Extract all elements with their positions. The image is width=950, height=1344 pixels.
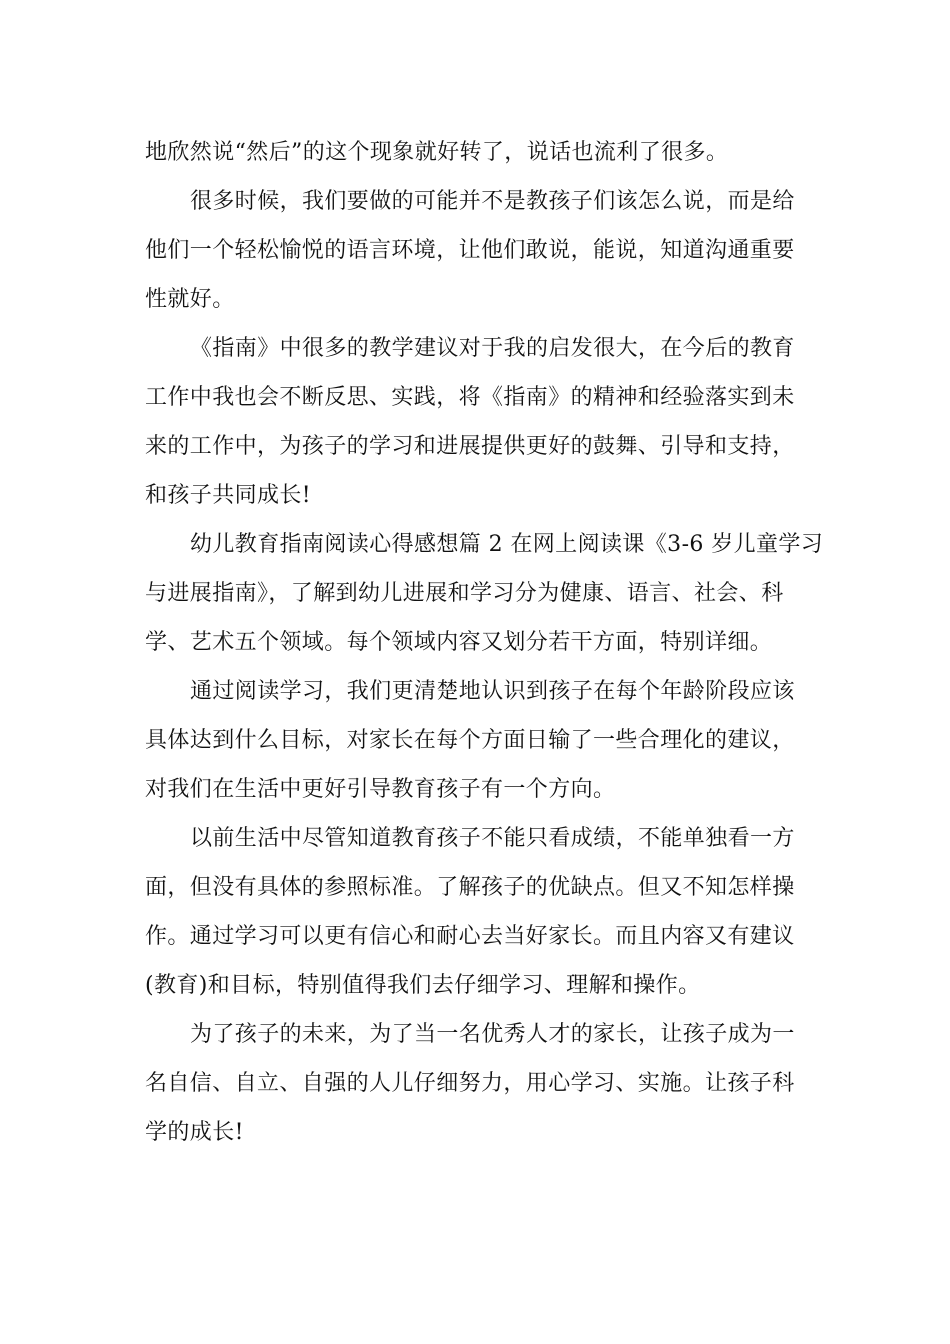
text-line: 他们一个轻松愉悦的语言环境，让他们敢说，能说，知道沟通重要 <box>145 238 795 263</box>
text-line: 性就好。 <box>145 287 235 312</box>
text-line: 作。通过学习可以更有信心和耐心去当好家长。而且内容又有建议 <box>145 924 795 949</box>
text-line: (教育)和目标，特别值得我们去仔细学习、理解和操作。 <box>145 973 701 998</box>
text-line: 对我们在生活中更好引导教育孩子有一个方向。 <box>145 777 616 802</box>
text-line: 工作中我也会不断反思、实践，将《指南》的精神和经验落实到未 <box>145 385 795 410</box>
paragraph-first-line: 为了孩子的未来，为了当一名优秀人才的家长，让孩子成为一 <box>190 1022 795 1047</box>
text-line: 学、艺术五个领域。每个领域内容又划分若干方面，特别详细。 <box>145 630 773 655</box>
paragraph-first-line: 《指南》中很多的教学建议对于我的启发很大，在今后的教育 <box>190 336 795 361</box>
text-line: 与进展指南》，了解到幼儿进展和学习分为健康、语言、社会、科 <box>145 581 784 606</box>
text-line: 地欣然说“然后”的这个现象就好转了，说话也流利了很多。 <box>145 140 729 165</box>
paragraph-first-line: 幼儿教育指南阅读心得感想篇 2 在网上阅读课《3-6 岁儿童学习 <box>190 532 824 557</box>
text-line: 名自信、自立、自强的人儿仔细努力，用心学习、实施。让孩子科 <box>145 1071 795 1096</box>
text-line: 来的工作中，为孩子的学习和进展提供更好的鼓舞、引导和支持， <box>145 434 795 459</box>
text-line: 学的成长! <box>145 1120 244 1145</box>
text-line: 具体达到什么目标，对家长在每个方面日输了一些合理化的建议， <box>145 728 795 753</box>
paragraph-first-line: 很多时候，我们要做的可能并不是教孩子们该怎么说，而是给 <box>190 189 795 214</box>
paragraph-first-line: 以前生活中尽管知道教育孩子不能只看成绩，不能单独看一方 <box>190 826 795 851</box>
text-line: 面，但没有具体的参照标准。了解孩子的优缺点。但又不知怎样操 <box>145 875 795 900</box>
document-body <box>145 128 824 1157</box>
paragraph-first-line: 通过阅读学习，我们更清楚地认识到孩子在每个年龄阶段应该 <box>190 679 795 704</box>
text-line: 和孩子共同成长! <box>145 483 312 508</box>
